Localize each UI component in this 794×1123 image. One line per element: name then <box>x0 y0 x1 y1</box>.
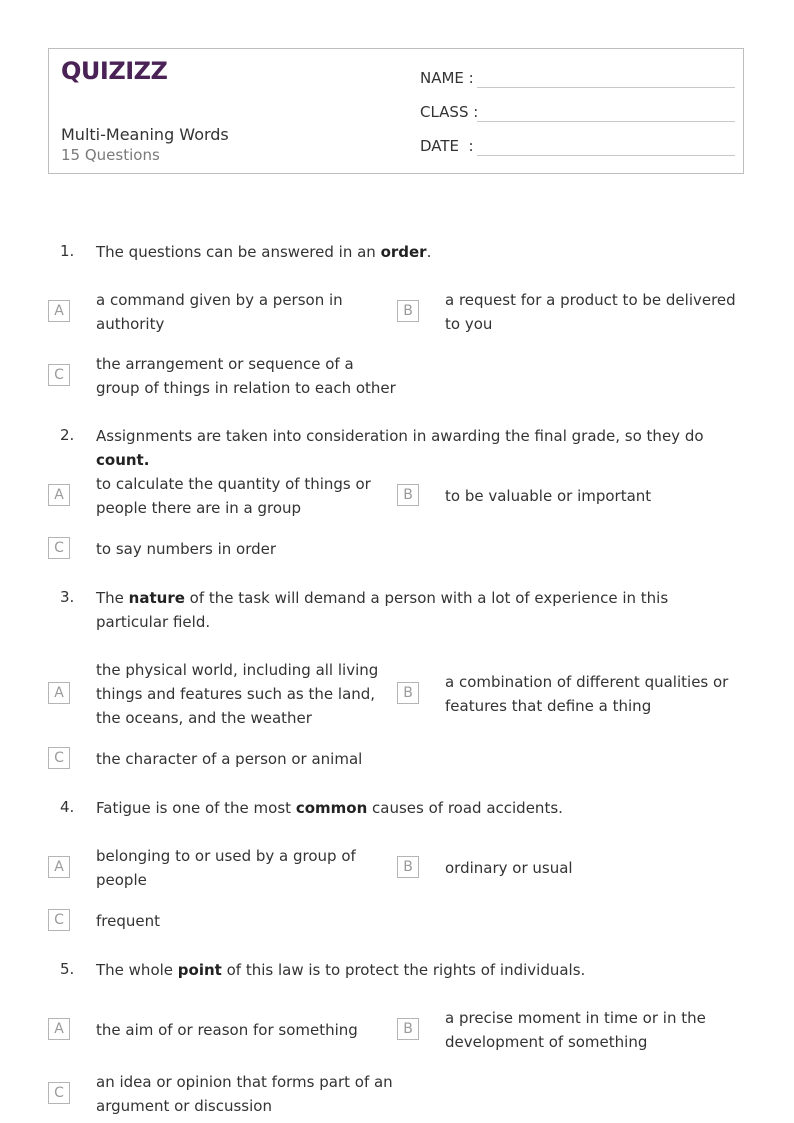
question-number: 5. <box>60 960 75 978</box>
option-b-box[interactable]: B <box>397 856 419 878</box>
option-a-box[interactable]: A <box>48 484 70 506</box>
option-b-text[interactable]: a combination of different qualities or features that define a thing <box>445 673 729 715</box>
option-a-box[interactable]: A <box>48 300 70 322</box>
option-a-box[interactable]: A <box>48 856 70 878</box>
option-b-box[interactable]: B <box>397 300 419 322</box>
option-a-text[interactable]: the physical world, including all living things and features such as the land, the oceans, and the weather <box>96 661 379 727</box>
class-field[interactable] <box>420 100 735 124</box>
worksheet-header <box>48 48 744 174</box>
question-text <box>96 424 746 472</box>
option-a-box[interactable]: A <box>48 1018 70 1040</box>
question-text-after: of the task will demand a person with a lot of experience in this particular field. <box>96 589 669 631</box>
option-c-box[interactable]: C <box>48 747 70 769</box>
question-keyword: count. <box>96 451 150 469</box>
option-c-box[interactable]: C <box>48 909 70 931</box>
option-b-box[interactable]: B <box>397 682 419 704</box>
question-text-before: The questions can be answered in an <box>96 243 381 261</box>
name-field[interactable] <box>420 66 735 90</box>
question-number: 3. <box>60 588 75 606</box>
class-label: CLASS : <box>420 103 479 121</box>
question-text <box>96 586 736 634</box>
date-field[interactable] <box>420 134 735 158</box>
option-c-text[interactable]: to say numbers in order <box>96 540 277 558</box>
option-c-text[interactable]: frequent <box>96 912 160 930</box>
question-keyword: nature <box>128 589 185 607</box>
option-a-text[interactable]: the aim of or reason for something <box>96 1021 358 1039</box>
option-b-text[interactable]: to be valuable or important <box>445 487 652 505</box>
name-label: NAME : <box>420 69 474 87</box>
question-text-after: causes of road accidents. <box>367 799 563 817</box>
question-text <box>96 796 746 820</box>
option-b-box[interactable]: B <box>397 1018 419 1040</box>
option-b-text[interactable]: a precise moment in time or in the development of something <box>445 1009 706 1051</box>
question-keyword: common <box>295 799 368 817</box>
option-a-box[interactable]: A <box>48 682 70 704</box>
option-b-text[interactable]: a request for a product to be delivered to you <box>445 291 736 333</box>
question-keyword: point <box>177 961 222 979</box>
question-text <box>96 958 746 982</box>
option-c-box[interactable]: C <box>48 1082 70 1104</box>
question-text-after: of this law is to protect the rights of individuals. <box>221 961 586 979</box>
question-text-before: The whole <box>96 961 178 979</box>
option-a-text[interactable]: a command given by a person in authority <box>96 291 343 333</box>
option-c-box[interactable]: C <box>48 364 70 386</box>
option-c-text[interactable]: an idea or opinion that forms part of an argument or discussion <box>96 1073 393 1115</box>
question-number: 4. <box>60 798 75 816</box>
question-text-after: . <box>426 243 432 261</box>
question-keyword: order <box>380 243 427 261</box>
question-number: 2. <box>60 426 75 444</box>
option-a-text[interactable]: belonging to or used by a group of people <box>96 847 356 889</box>
worksheet-title: Multi-Meaning Words <box>61 125 229 144</box>
question-text-before: Assignments are taken into consideration in awarding the final grade, so they do <box>96 427 704 445</box>
question-text-before: The <box>96 589 129 607</box>
option-b-box[interactable]: B <box>397 484 419 506</box>
quizizz-logo: QUIZIZZ <box>61 57 168 85</box>
question-number: 1. <box>60 242 75 260</box>
class-line[interactable] <box>477 121 735 122</box>
option-b-text[interactable]: ordinary or usual <box>445 859 573 877</box>
date-line[interactable] <box>477 155 735 156</box>
option-c-text[interactable]: the arrangement or sequence of a group of things in relation to each other <box>96 355 396 397</box>
question-count: 15 Questions <box>61 146 160 164</box>
date-label: DATE : <box>420 137 474 155</box>
option-c-text[interactable]: the character of a person or animal <box>96 750 363 768</box>
question-text <box>96 240 746 264</box>
question-text-before: Fatigue is one of the most <box>96 799 296 817</box>
option-c-box[interactable]: C <box>48 537 70 559</box>
name-line[interactable] <box>477 87 735 88</box>
option-a-text[interactable]: to calculate the quantity of things or people there are in a group <box>96 475 371 517</box>
